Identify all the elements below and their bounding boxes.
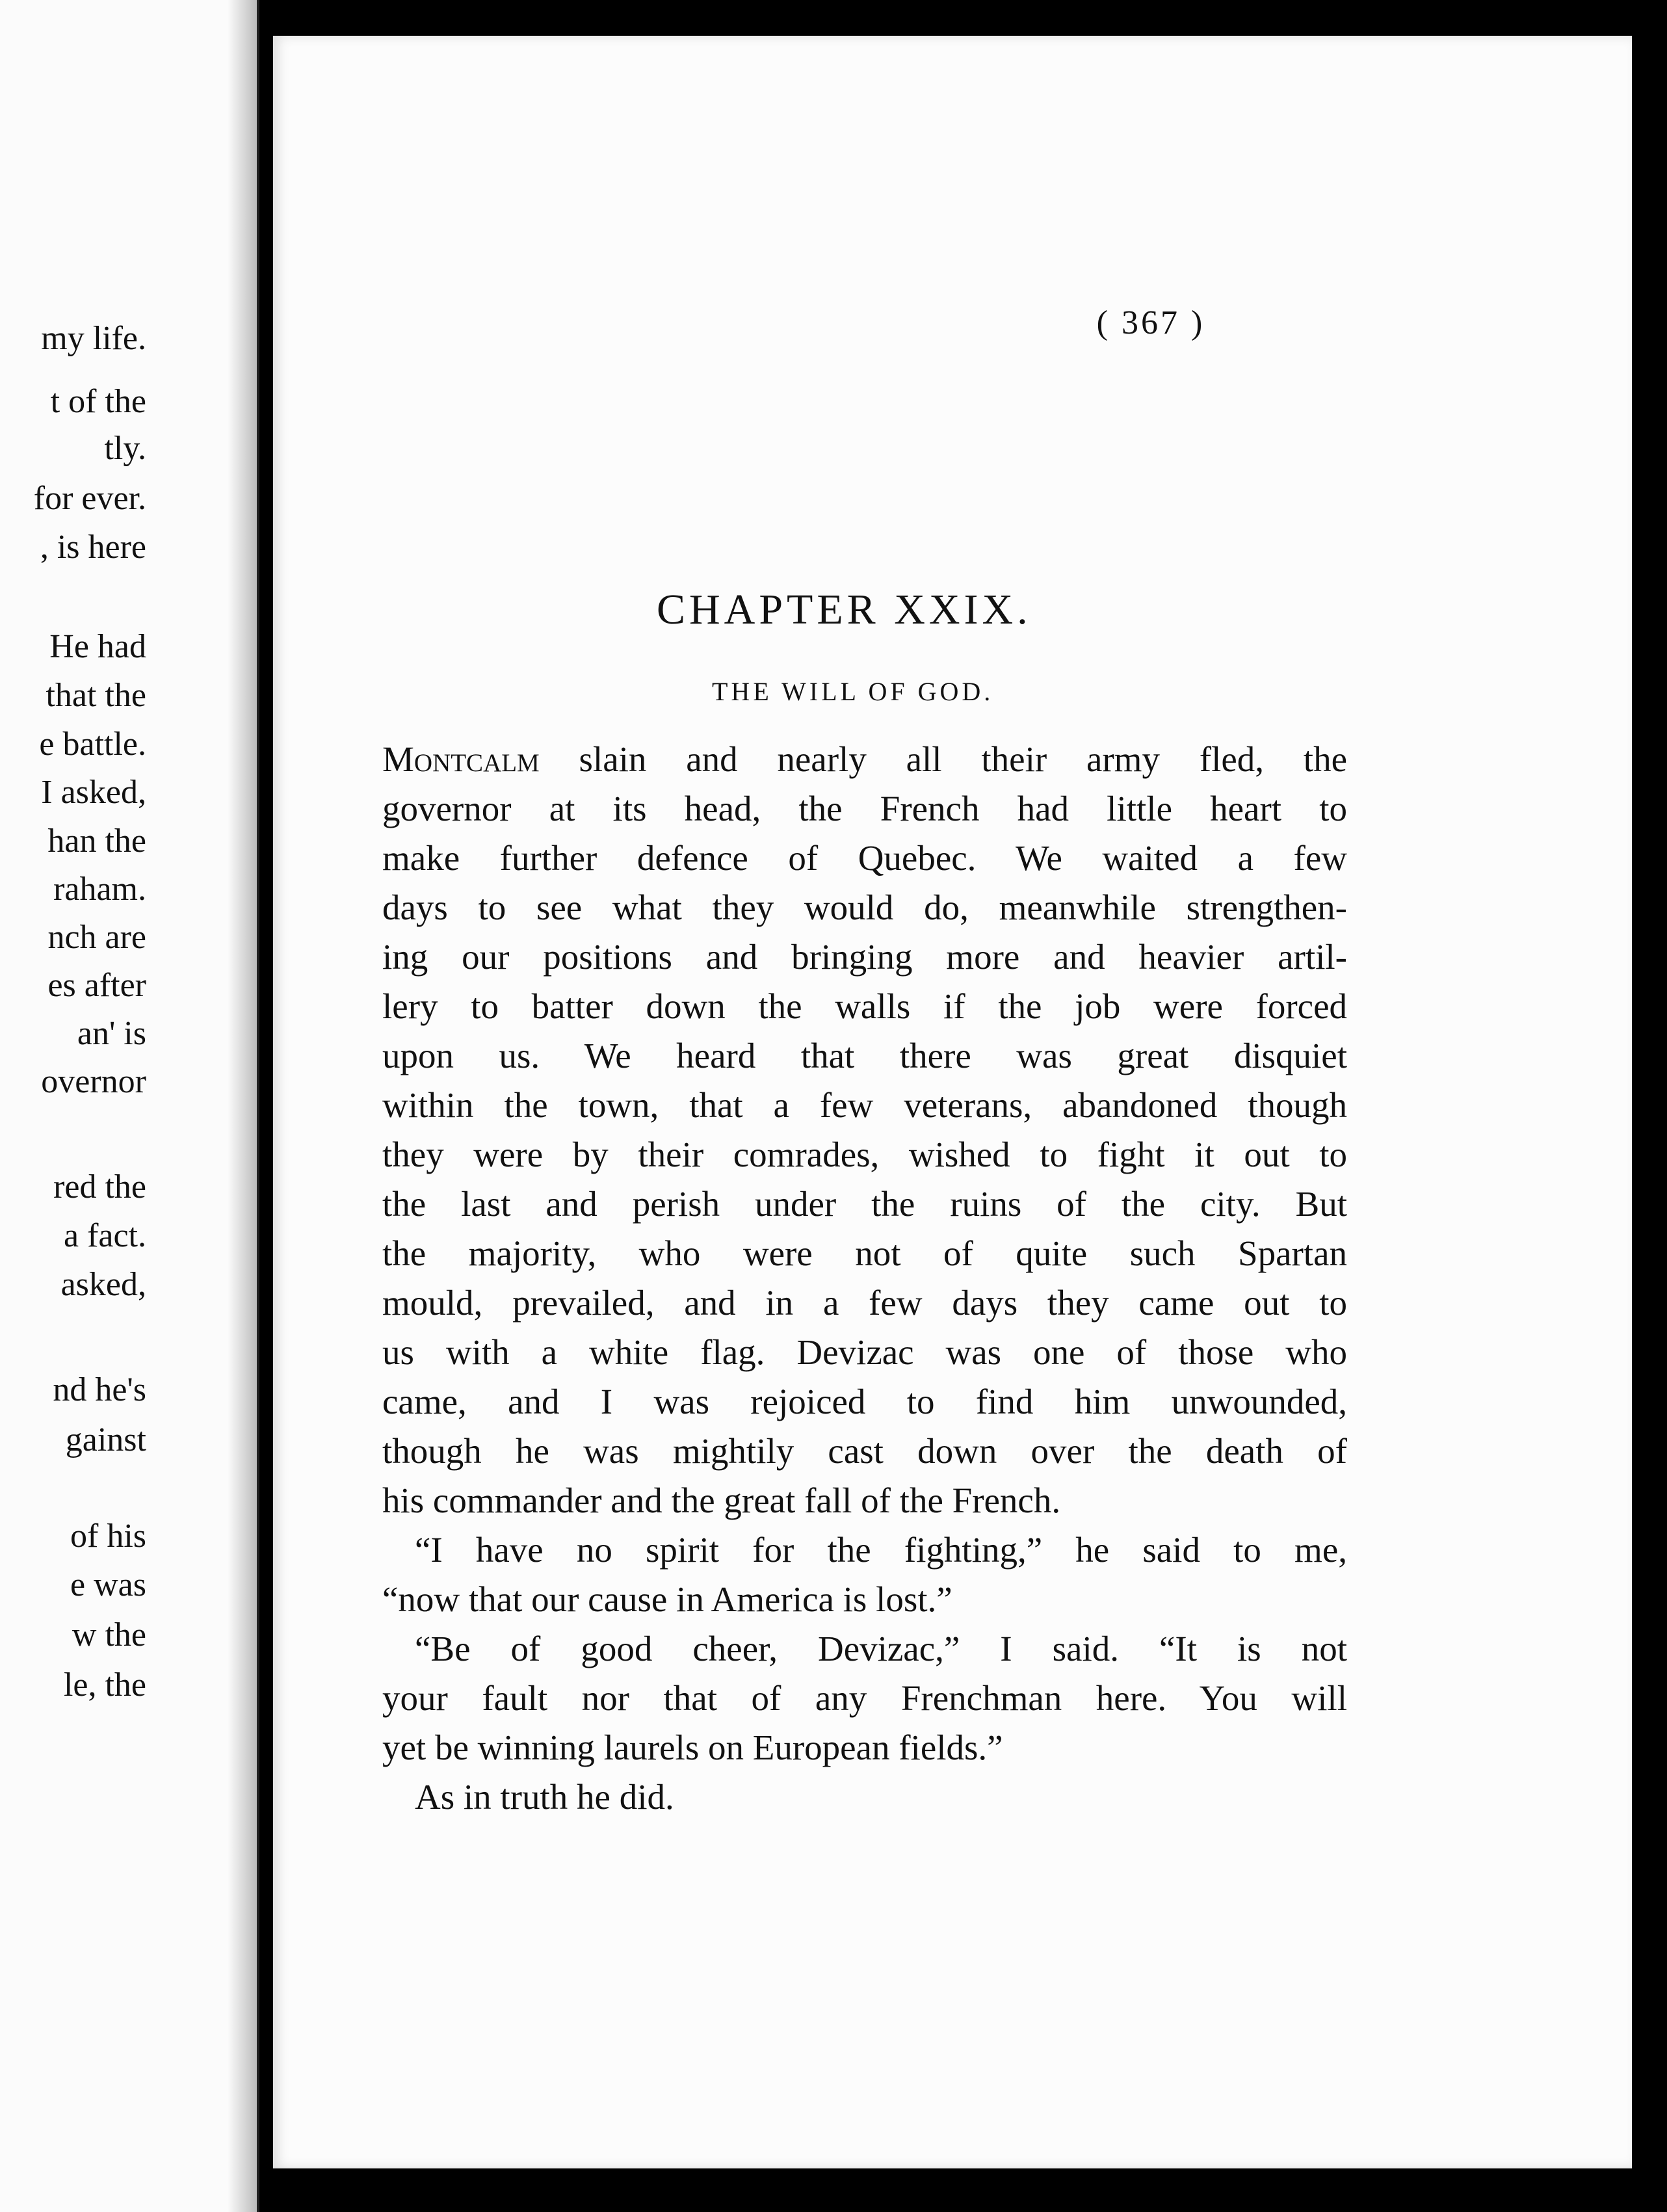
chapter-body bbox=[382, 735, 1347, 1822]
left-page-line: a fact. bbox=[63, 1217, 146, 1254]
body-line: the last and perish under the ruins of the city. But bbox=[382, 1184, 1347, 1224]
left-page-line: an' is bbox=[77, 1015, 146, 1052]
body-line: came, and I was rejoiced to find him unwounded, bbox=[382, 1382, 1347, 1421]
left-page-line: I asked, bbox=[41, 774, 146, 811]
chapter-title: CHAPTER XXIX. bbox=[657, 586, 1032, 633]
left-page-line: for ever. bbox=[33, 480, 146, 517]
left-page-line: w the bbox=[72, 1616, 146, 1653]
body-line: the majority, who were not of quite such Spartan bbox=[382, 1233, 1347, 1273]
left-page-line: nch are bbox=[47, 919, 146, 956]
body-line: ing our positions and bringing more and heavier artil- bbox=[382, 937, 1347, 977]
body-line: make further defence of Quebec. We waited a few bbox=[382, 838, 1347, 878]
body-line: your fault nor that of any Frenchman here. You will bbox=[382, 1678, 1347, 1718]
body-line: governor at its head, the French had little heart to bbox=[382, 789, 1347, 828]
left-page-line: han the bbox=[47, 823, 146, 860]
lead-word: Montcalm bbox=[382, 739, 540, 779]
body-line: “I have no spirit for the fighting,” he said to me, bbox=[415, 1530, 1347, 1570]
left-page-line: le, the bbox=[63, 1666, 146, 1704]
left-page-line: , is here bbox=[40, 529, 146, 566]
body-line: “now that our cause in America is lost.” bbox=[382, 1579, 952, 1619]
body-line: his commander and the great fall of the French. bbox=[382, 1481, 1061, 1520]
left-page-line: es after bbox=[47, 967, 146, 1004]
previous-page-fragment bbox=[0, 0, 259, 2212]
left-page-line: gainst bbox=[65, 1421, 146, 1458]
left-page-line: nd he's bbox=[53, 1371, 146, 1408]
body-line: within the town, that a few veterans, abandoned though bbox=[382, 1085, 1347, 1125]
left-page-line: red the bbox=[53, 1168, 146, 1205]
body-line: lery to batter down the walls if the job were forced bbox=[382, 986, 1347, 1026]
gutter-shadow bbox=[228, 0, 257, 2212]
body-line: Montcalm slain and nearly all their army fled, the bbox=[382, 739, 1347, 779]
left-page-line: of his bbox=[70, 1518, 146, 1555]
body-line: “Be of good cheer, Devizac,” I said. “It is not bbox=[415, 1629, 1347, 1668]
body-line: us with a white flag. Devizac was one of those who bbox=[382, 1332, 1347, 1372]
left-page-line: He had bbox=[49, 628, 146, 665]
left-page-line: overnor bbox=[41, 1063, 146, 1100]
left-page-line: e battle. bbox=[39, 726, 146, 763]
page-number: ( 367 ) bbox=[1096, 304, 1205, 341]
left-page-line: that the bbox=[46, 677, 146, 714]
left-page-line: tly. bbox=[104, 430, 146, 467]
body-line: days to see what they would do, meanwhile strengthen- bbox=[382, 888, 1347, 927]
left-page-line: e was bbox=[70, 1566, 146, 1603]
left-page-line: t of the bbox=[50, 383, 146, 420]
left-page-line: asked, bbox=[60, 1266, 146, 1303]
left-page-line: raham. bbox=[53, 871, 146, 908]
left-page-line: my life. bbox=[41, 320, 146, 357]
chapter-subtitle: THE WILL OF GOD. bbox=[712, 677, 994, 706]
body-line: upon us. We heard that there was great disquiet bbox=[382, 1036, 1347, 1075]
body-line: they were by their comrades, wished to fight it out to bbox=[382, 1135, 1347, 1174]
body-line: As in truth he did. bbox=[415, 1777, 674, 1817]
body-line: yet be winning laurels on European fields.” bbox=[382, 1728, 1003, 1767]
body-line: though he was mightily cast down over the death of bbox=[382, 1431, 1347, 1471]
body-line: mould, prevailed, and in a few days they came out to bbox=[382, 1283, 1347, 1323]
